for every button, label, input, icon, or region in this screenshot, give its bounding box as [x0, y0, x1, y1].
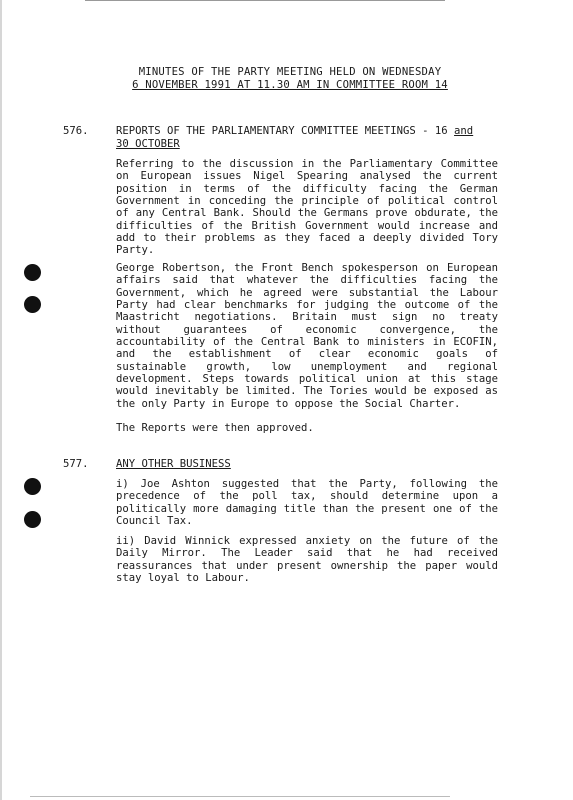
- item-577-number: 577.: [63, 458, 89, 470]
- title-line-1: MINUTES OF THE PARTY MEETING HELD ON WEDNESDAY: [138, 66, 442, 78]
- item-577-paragraph-2: ii) David Winnick expressed anxiety on the future of the Daily Mirror. The Leader said that he had received reassurances that under present ownership the paper would stay loyal to Labour.: [116, 535, 498, 585]
- item-576-heading-and: and: [454, 125, 474, 137]
- item-577-heading: [116, 458, 506, 471]
- item-576-paragraph-1: Referring to the discussion in the Parliamentary Committee on European issues Nigel Spearing analysed the current position in terms of the difficulty facing the German Government in conceding the principle of political control of any Central Bank. Should the Germans prove obdurate, the difficulties of the British Government would increase and add to their problems as they faced a deeply divided Tory Party.: [116, 158, 498, 257]
- item-576-heading: [116, 125, 506, 151]
- item-577-paragraph-1: i) Joe Ashton suggested that the Party, following the precedence of the poll tax, should determine upon a politically more damaging title than the present one of the Council Tax.: [116, 478, 498, 528]
- punch-hole: [24, 296, 41, 313]
- item-576-number: 576.: [63, 125, 89, 137]
- scan-edge-bottom: [30, 796, 450, 797]
- item-576-heading-line2: 30 OCTOBER: [116, 138, 180, 150]
- item-576-paragraph-2: George Robertson, the Front Bench spokesperson on European affairs said that whatever the difficulties facing the Government, which he agreed were substantial the Labour Party had clear benchmarks for judging the outcome of the Maastricht negotiations. Britain must sign no treaty without guarantees of economic convergence, the accountability of the Central Bank to ministers in ECOFIN, and the establishment of clear economic goals of sustainable growth, low unemployment and regional development. Steps towards political union at this stage would inevitably be limited. The Tories would be exposed as the only Party in Europe to oppose the Social Charter.: [116, 262, 498, 410]
- punch-hole: [24, 478, 41, 495]
- scan-edge-top: [85, 0, 445, 1]
- punch-hole: [24, 264, 41, 281]
- item-576-heading-text: REPORTS OF THE PARLIAMENTARY COMMITTEE MEETINGS - 16: [116, 125, 455, 137]
- item-576-paragraph-3: The Reports were then approved.: [116, 422, 314, 434]
- item-577-heading-text: ANY OTHER BUSINESS: [116, 458, 231, 470]
- scan-edge-left: [0, 0, 2, 800]
- title-line-2: 6 NOVEMBER 1991 AT 11.30 AM IN COMMITTEE ROOM 14: [132, 79, 448, 91]
- document-title: [110, 66, 470, 92]
- punch-hole: [24, 511, 41, 528]
